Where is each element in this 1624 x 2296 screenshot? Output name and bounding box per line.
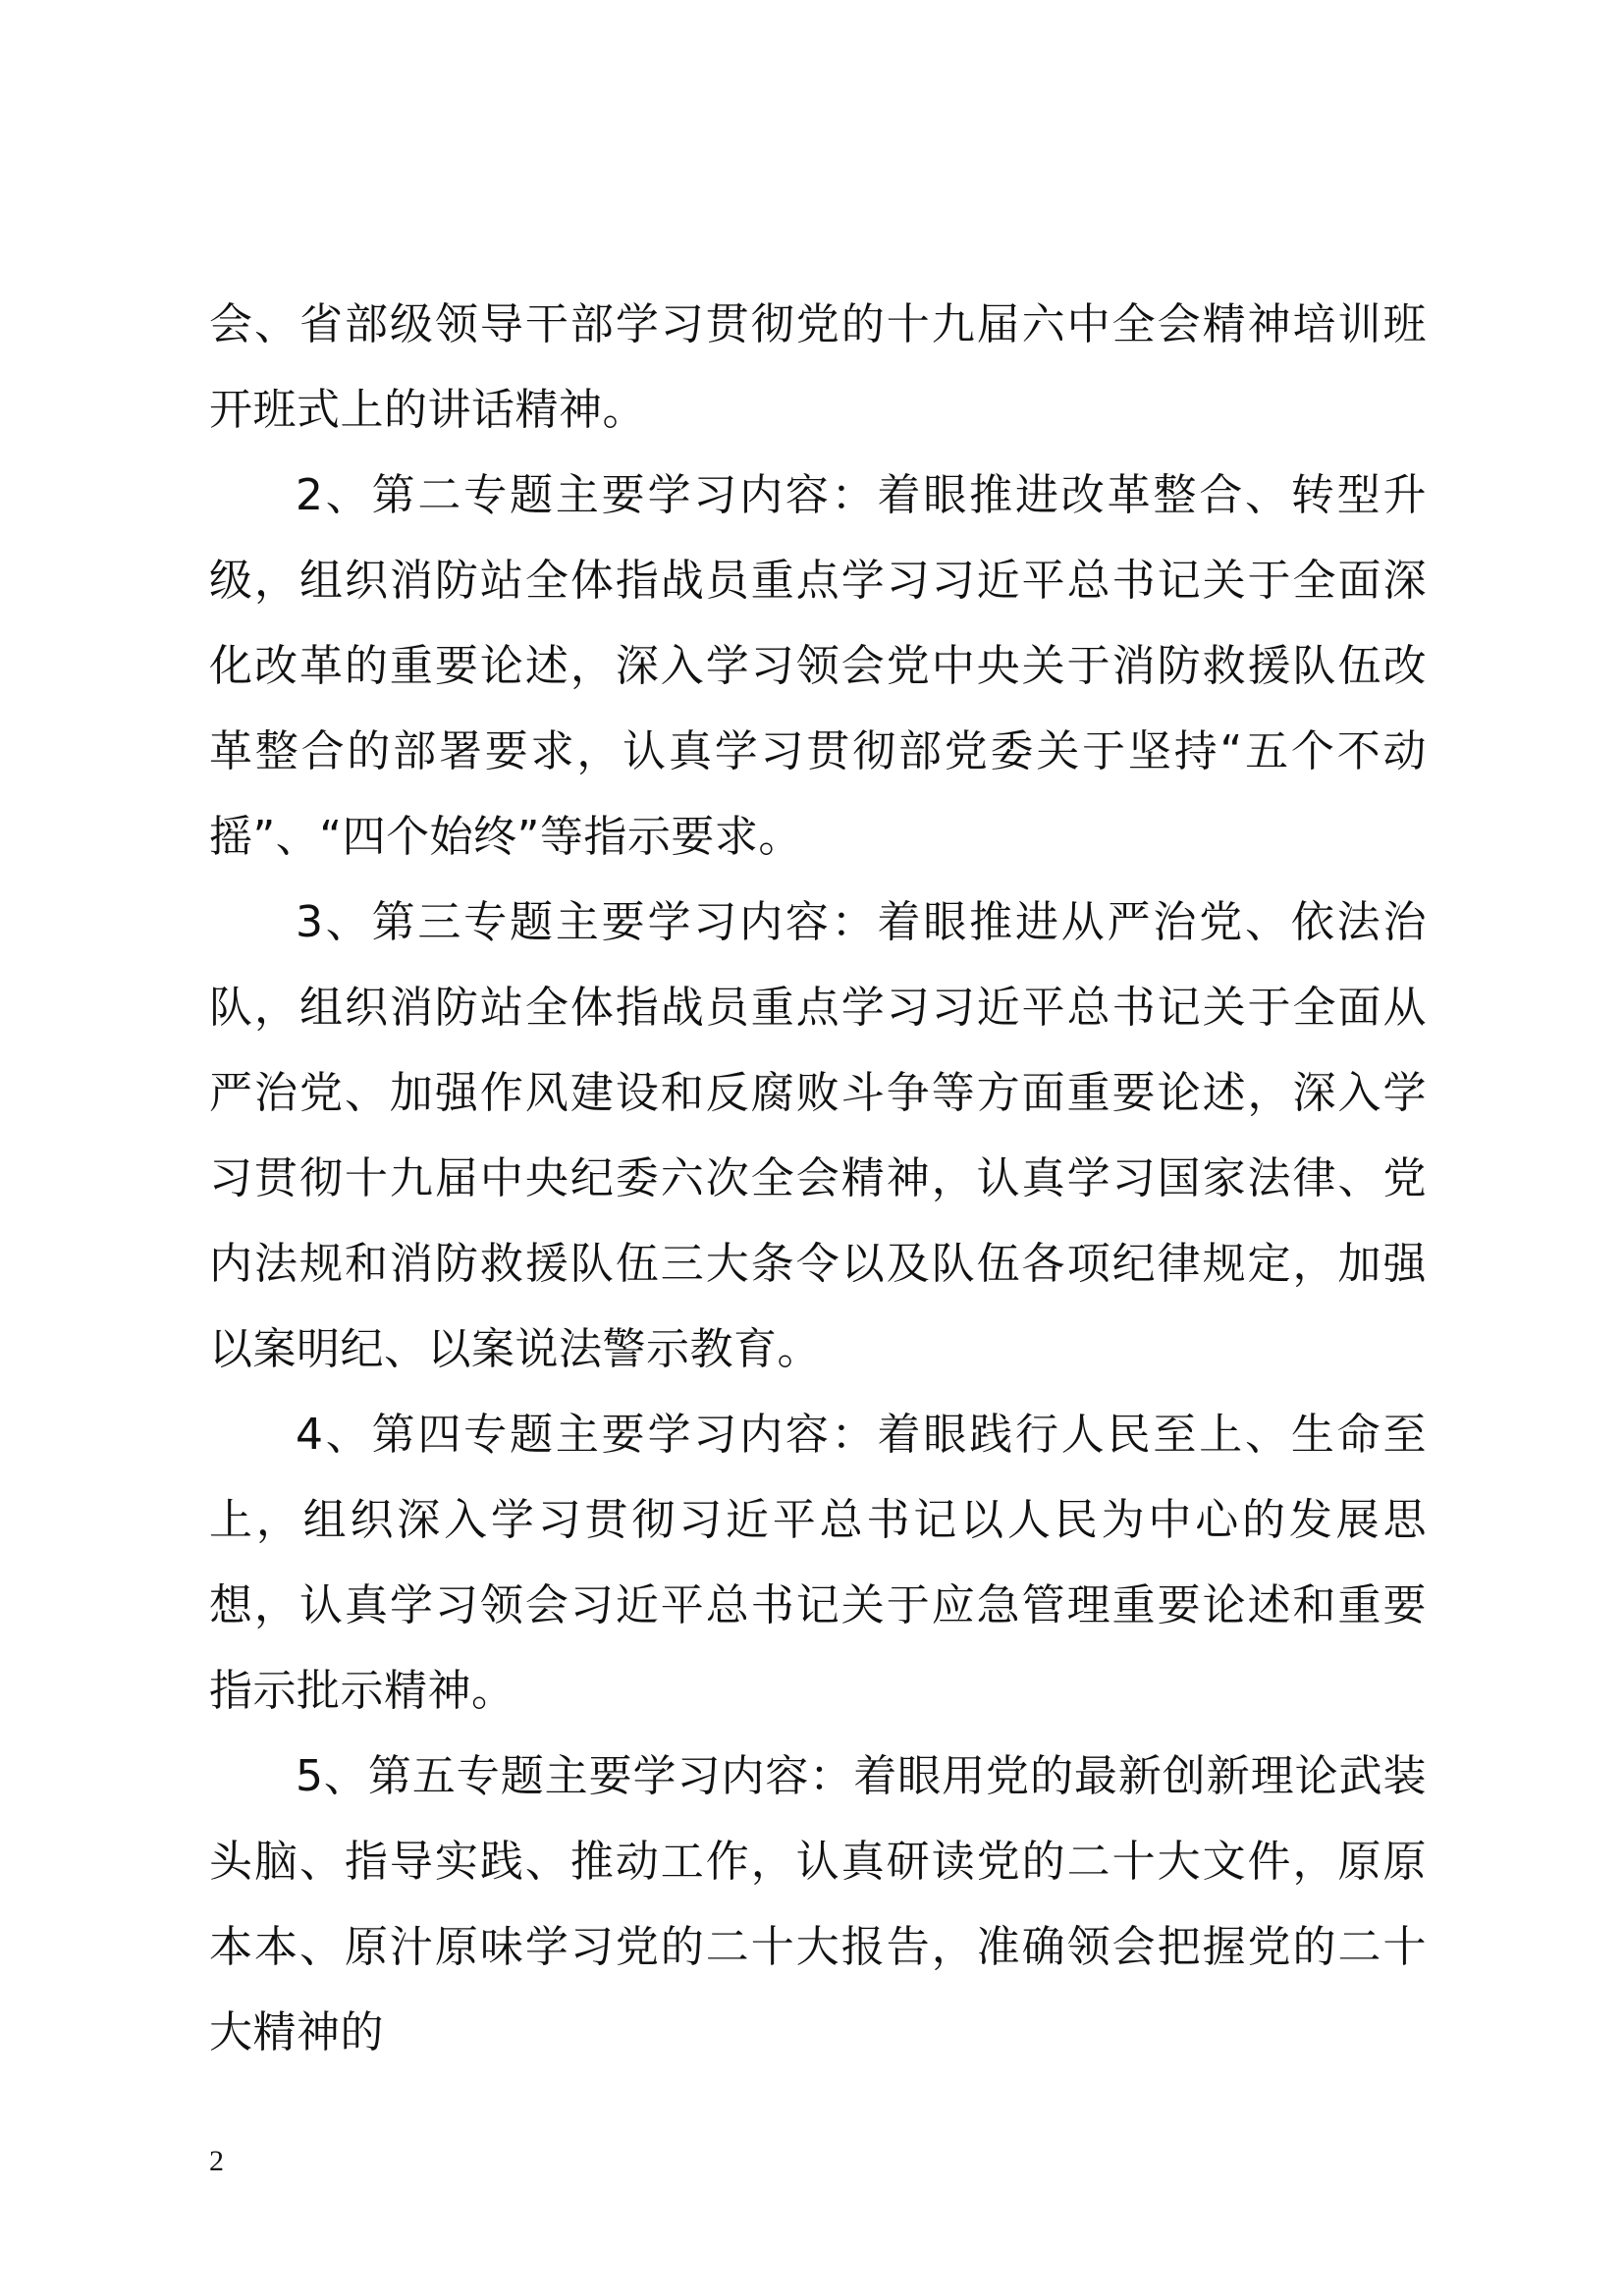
- paragraph-continuation: 会、省部级领导干部学习贯彻党的十九届六中全会精神培训班开班式上的讲话精神。: [209, 299, 1427, 435]
- paragraph-topic-3: 3、第三专题主要学习内容：着眼推进从严治党、依法治队，组织消防站全体指战员重点学习习近平总书记关于全面从严治党、加强作风建设和反腐败斗争等方面重要论述，深入学习贯彻十九届中央纪委六次全会精神，认真学习国家法律、党内法规和消防救援队伍三大条令以及队伍各项纪律规定，加强以案明纪、以案说法警示教育。: [209, 897, 1427, 1374]
- page-number: 2: [209, 2145, 224, 2177]
- paragraph-topic-4: 4、第四专题主要学习内容：着眼践行人民至上、生命至上，组织深入学习贯彻习近平总书记以人民为中心的发展思想，认真学习领会习近平总书记关于应急管理重要论述和重要指示批示精神。: [209, 1410, 1427, 1716]
- body-text: [209, 282, 1427, 2075]
- paragraph-topic-2: 2、第二专题主要学习内容：着眼推进改革整合、转型升级，组织消防站全体指战员重点学习习近平总书记关于全面深化改革的重要论述，深入学习领会党中央关于消防救援队伍改革整合的部署要求，认真学习贯彻部党委关于坚持“五个不动摇”、“四个始终”等指示要求。: [209, 470, 1427, 862]
- paragraph-topic-5: 5、第五专题主要学习内容：着眼用党的最新创新理论武装头脑、指导实践、推动工作，认真研读党的二十大文件，原原本本、原汁原味学习党的二十大报告，准确领会把握党的二十大精神的: [209, 1751, 1427, 2057]
